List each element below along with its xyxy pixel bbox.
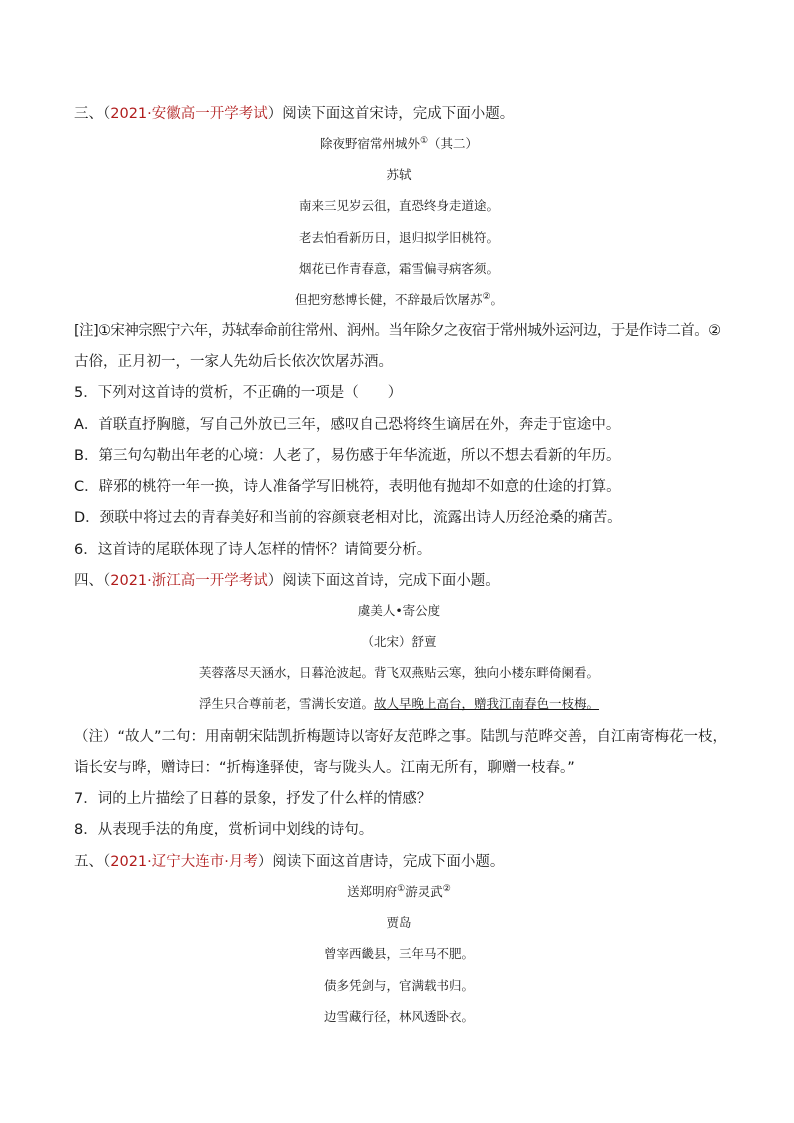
poem-note-line: 诣长安与晔，赠诗曰：“折梅逢驿使，寄与陇头人。江南无所有，聊赠一枝春。” bbox=[74, 760, 575, 776]
section-instruction: 阅读下面这首宋诗，完成下面小题。 bbox=[282, 106, 515, 122]
option-d: D．颈联中将过去的青春美好和当前的容颜衰老相对比，流露出诗人历经沧桑的痛苦。 bbox=[74, 510, 622, 526]
option-a: A．首联直抒胸臆，写自己外放已三年，感叹自己恐将终生谪居在外，奔走于宦途中。 bbox=[74, 417, 621, 433]
question-6: 6．这首诗的尾联体现了诗人怎样的情怀？请简要分析。 bbox=[74, 542, 432, 558]
question-7: 7．词的上片描绘了日暮的景象，抒发了什么样的情感？ bbox=[74, 791, 432, 807]
section-number: 四、 bbox=[74, 573, 103, 589]
poem-author: 苏轼 bbox=[386, 167, 412, 182]
poem-note-line: 古俗，正月初一，一家人先幼后长依次饮屠苏酒。 bbox=[74, 354, 393, 370]
section-number: 三、 bbox=[74, 106, 103, 122]
poem-title: 虞美人•寄公度 bbox=[357, 603, 441, 618]
footnote-marker: ① bbox=[397, 883, 406, 894]
poem-line: 芙蓉落尽天涵水，日暮沧波起。背飞双燕贴云寒，独向小楼东畔倚阑看。 bbox=[198, 665, 599, 680]
close-paren: ） bbox=[267, 573, 283, 589]
source-link[interactable]: 2021·辽宁大连市·月考 bbox=[110, 854, 258, 870]
source-link[interactable]: 2021·浙江高一开学考试 bbox=[110, 573, 268, 589]
poem-title-text: 游灵武 bbox=[405, 884, 443, 899]
poem-title bbox=[74, 883, 724, 901]
question-5: 5．下列对这首诗的赏析，不正确的一项是（ ） bbox=[74, 385, 403, 401]
poem-line: 老去怕看新历日，退归拟学旧桃符。 bbox=[298, 230, 499, 245]
open-paren: （ bbox=[103, 854, 111, 870]
poem-author: （北宋）舒亶 bbox=[361, 634, 437, 649]
poem-title bbox=[74, 135, 724, 153]
open-paren: （ bbox=[103, 106, 111, 122]
poem-title-text: 送郑明府 bbox=[347, 884, 398, 899]
section3-heading bbox=[74, 104, 724, 124]
source-link[interactable]: 2021·安徽高一开学考试 bbox=[110, 106, 268, 122]
poem-line-text: 浮生只合尊前老，雪满长安道。 bbox=[198, 696, 374, 711]
section-instruction: 阅读下面这首诗，完成下面小题。 bbox=[282, 573, 500, 589]
open-paren: （ bbox=[103, 573, 111, 589]
poem-note-line: （注）“故人”二句：用南朝宋陆凯折梅题诗以寄好友范晔之事。陆凯与范晔交善，自江南寄梅花一枝， bbox=[74, 729, 728, 745]
underlined-verse: 故人早晚上高台，赠我江南春色一枝梅。 bbox=[374, 696, 600, 711]
poem-line bbox=[74, 291, 724, 309]
poem-line: 边雪藏行径，林风透卧衣。 bbox=[323, 1009, 474, 1024]
footnote-marker: ① bbox=[419, 135, 429, 146]
section5-heading bbox=[74, 852, 724, 872]
poem-note-line: [注]①宋神宗熙宁六年，苏轼奉命前往常州、润州。当年除夕之夜宿于常州城外运河边，于是作诗二首。② bbox=[74, 323, 721, 339]
poem-line-end: 。 bbox=[490, 292, 504, 307]
poem-line: 曾宰西畿县，三年马不肥。 bbox=[323, 946, 474, 961]
poem-author: 贾岛 bbox=[386, 915, 412, 930]
poem-line-text: 但把穷愁博长健，不辞最后饮屠苏 bbox=[294, 292, 483, 307]
section-number: 五、 bbox=[74, 854, 103, 870]
section4-heading bbox=[74, 571, 724, 591]
close-paren: ） bbox=[257, 854, 273, 870]
option-b: B．第三句勾勒出年老的心境：人老了，易伤感于年华流逝，所以不想去看新的年历。 bbox=[74, 448, 621, 464]
question-8: 8．从表现手法的角度，赏析词中划线的诗句。 bbox=[74, 822, 374, 838]
poem-line: 债多凭剑与，官满载书归。 bbox=[323, 978, 474, 993]
poem-line: 南来三见岁云徂，直恐终身走道途。 bbox=[298, 198, 499, 213]
section-instruction: 阅读下面这首唐诗，完成下面小题。 bbox=[272, 854, 505, 870]
poem-line: 烟花已作青春意，霜雪偏寻病客须。 bbox=[298, 261, 499, 276]
poem-title-suffix: （其二） bbox=[428, 136, 479, 151]
close-paren: ） bbox=[267, 106, 283, 122]
poem-title-text: 除夜野宿常州城外 bbox=[319, 136, 420, 151]
poem-line bbox=[74, 695, 724, 713]
option-c: C．辟邪的桃符一年一换，诗人准备学写旧桃符，表明他有抛却不如意的仕途的打算。 bbox=[74, 479, 621, 495]
footnote-marker: ② bbox=[442, 883, 451, 894]
footnote-marker: ② bbox=[482, 291, 491, 302]
